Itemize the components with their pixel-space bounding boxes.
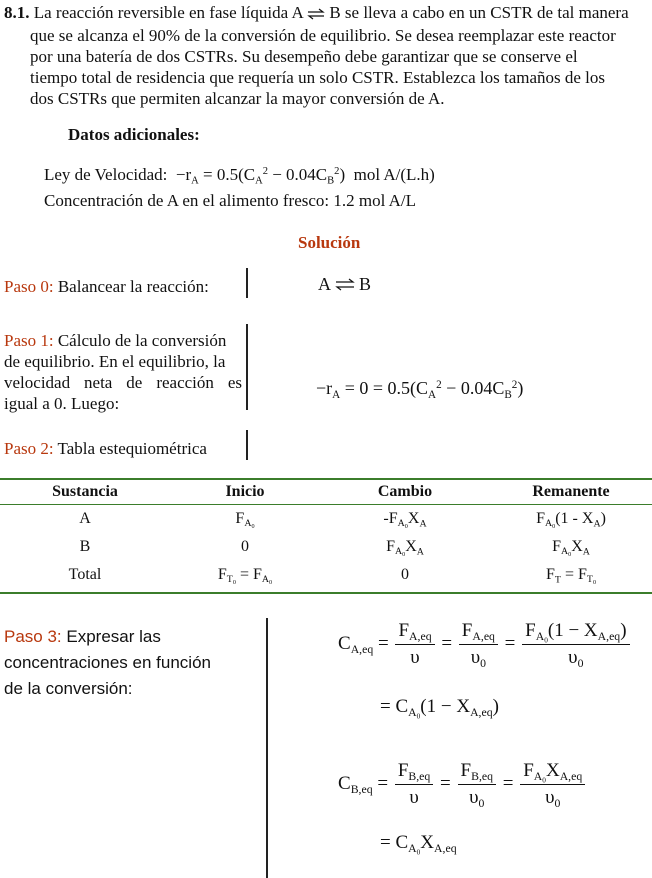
rate-law-line	[44, 164, 435, 185]
problem-number: 8.1.	[4, 3, 30, 22]
paso3-divider	[266, 618, 268, 878]
rate-law-label: Ley de Velocidad:	[44, 165, 168, 184]
stoichiometric-table	[0, 480, 652, 589]
paso0-text	[4, 276, 209, 297]
cell-remanente: $F_T = F_{T_0}$	[545, 566, 597, 587]
paso1-divider	[246, 324, 248, 410]
paso1-line-2: de equilibrio. En el equilibrio, la	[4, 352, 226, 371]
problem-line-4: tiempo total de residencia que requería un solo CSTR. Establezca los tamaños de los	[30, 67, 606, 87]
header-inicio: Inicio	[225, 483, 265, 500]
solution-heading: Solución	[298, 233, 361, 252]
rate-law-units: mol A/(L.h)	[349, 165, 435, 184]
cb-eq-equation: $C_{B,eq}$ = $\frac{F_{B,eq}}{\upsilon}$ = $\frac{F_{B,eq}}{\upsilon_0}$ = $\frac{F_{A_0}X_{A,eq}}{\upsilon_0}$	[338, 758, 587, 811]
problem-line-5: dos CSTRs que permiten alcanzar la mayor conversión de A.	[30, 88, 445, 108]
cell-cambio: 0	[401, 566, 409, 583]
balanced-reaction: A B	[318, 274, 371, 296]
rate-law-equation: $-r_A = 0.5(C_A^2 - 0.04C_B^2)$	[171, 165, 346, 187]
paso2-description: Tabla estequiométrica	[57, 439, 207, 458]
paso0-divider	[246, 268, 248, 298]
paso1-label: Paso 1:	[4, 331, 54, 350]
cb-eq-result: = $C_{A_0}X_{A,eq}$	[380, 832, 457, 857]
table-row	[0, 533, 652, 561]
paso2-divider	[246, 430, 248, 460]
header-cambio: Cambio	[377, 483, 433, 500]
paso1-line-3: velocidad neta de reacción es	[4, 373, 242, 392]
cell-remanente: $F_{A_0}X_A$	[552, 538, 590, 559]
table-row	[0, 561, 652, 589]
paso2-text	[4, 438, 207, 459]
cell-sustancia: A	[79, 510, 91, 527]
header-remanente: Remanente	[532, 483, 610, 500]
table-bottom-rule	[0, 592, 652, 594]
ca-eq-equation: $C_{A,eq}$ = $\frac{F_{A,eq}}{\upsilon}$ = $\frac{F_{A,eq}}{\upsilon_0}$ = $\frac{F_{A_0}(1 - X_{A,eq})}{\upsilon_0}$	[338, 618, 632, 671]
problem-line-1a: La reacción reversible en fase líquida	[33, 3, 289, 22]
equilibrium-arrows-icon	[335, 275, 355, 296]
paso3-line-1: Expresar las	[66, 627, 161, 646]
cell-inicio: 0	[241, 538, 249, 555]
cell-sustancia: Total	[68, 566, 102, 583]
cell-cambio: $-F_{A_0}X_A$	[383, 510, 427, 531]
table-header-row	[0, 480, 652, 505]
cell-inicio: $F_{A_0}$	[235, 510, 255, 531]
paso0-description: Balancear la reacción:	[57, 277, 209, 296]
ca-eq-result: = $C_{A_0}(1 - X_{A,eq})$	[380, 696, 499, 721]
paso3-text	[4, 624, 211, 702]
paso1-line-4: igual a 0. Luego:	[4, 394, 120, 413]
reaction-equation-inline: A B	[291, 3, 340, 22]
equilibrium-arrows-icon	[307, 4, 325, 25]
paso1-text	[4, 330, 242, 414]
paso0-label: Paso 0:	[4, 277, 54, 296]
problem-statement	[4, 2, 648, 109]
equilibrium-equation: $-r_A = 0 = 0.5(C_A^2 - 0.04C_B^2)$	[316, 378, 524, 401]
paso3-label: Paso 3:	[4, 627, 62, 646]
datos-heading: Datos adicionales:	[68, 125, 200, 144]
paso2-label: Paso 2:	[4, 439, 54, 458]
paso3-line-2: concentraciones en función	[4, 653, 211, 672]
problem-line-1b: se lleva a cabo en un CSTR de tal manera	[344, 3, 629, 22]
header-sustancia: Sustancia	[52, 483, 118, 500]
problem-line-1	[4, 2, 648, 25]
cell-remanente: $F_{A_0}(1 - X_A)$	[536, 510, 606, 531]
feed-concentration: Concentración de A en el alimento fresco: 1.2 mol A/L	[44, 191, 417, 210]
paso3-line-3: de la conversión:	[4, 679, 133, 698]
problem-line-3: por una batería de dos CSTRs. Su desempeño debe garantizar que se conserve el	[30, 46, 578, 66]
cell-inicio: $F_{T_0} = F_{A_0}$	[217, 566, 273, 587]
problem-line-2: que se alcanza el 90% de la conversión de equilibrio. Se desea reemplazar este reactor	[30, 25, 616, 45]
table-row	[0, 505, 652, 534]
paso1-line-1: Cálculo de la conversión	[57, 331, 227, 350]
cell-sustancia: B	[79, 538, 91, 555]
cell-cambio: $F_{A_0}X_A$	[386, 538, 424, 559]
